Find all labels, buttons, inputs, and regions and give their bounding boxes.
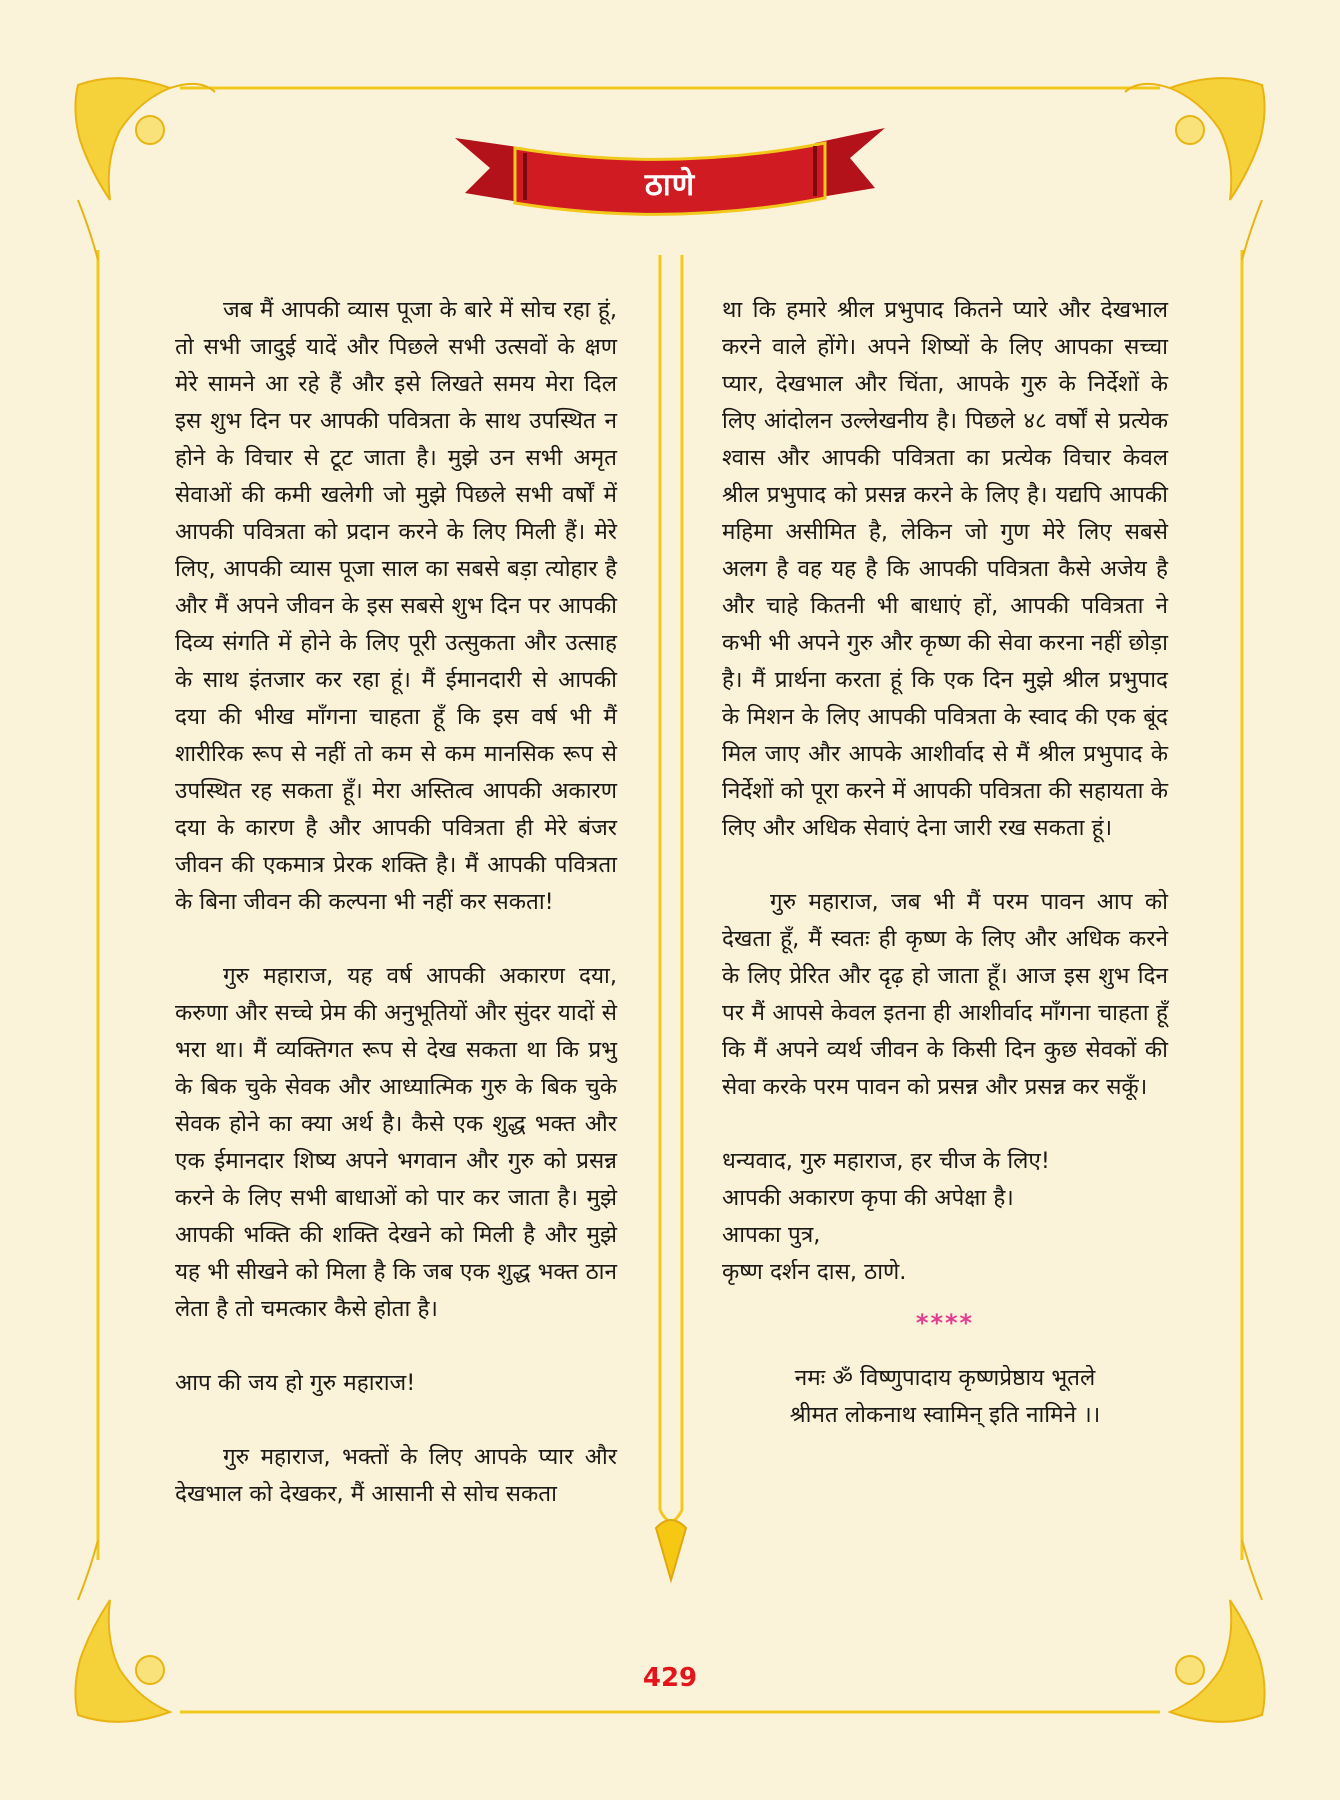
corner-ornament-bottom-left	[75, 1540, 170, 1722]
separator-stars: ****	[915, 1309, 975, 1337]
closing-line: आपकी अकारण कृपा की अपेक्षा है।	[722, 1185, 1014, 1211]
mantra-line: श्रीमत लोकनाथ स्वामिन् इति नामिने ।।	[789, 1402, 1101, 1428]
closing-line: आपका पुत्र,	[722, 1222, 821, 1248]
page-number: 429	[642, 1663, 698, 1693]
right-column	[722, 292, 1168, 1434]
paragraph: गुरु महाराज, जब भी मैं परम पावन आप को देखता हूँ, मैं स्वतः ही कृष्ण के लिए और अधिक करने के लिए प्रेरित और दृढ़ हो जाता हूँ। आज इस शुभ दिन पर मैं आपसे केवल इतना ही आशीर्वाद माँगना चाहता हूँ कि मैं अपने व्यर्थ जीवन के किसी दिन कुछ सेवकों की सेवा करके परम पावन को प्रसन्न और प्रसन्न कर सकूँ।	[722, 889, 1168, 1100]
paragraph: जब मैं आपकी व्यास पूजा के बारे में सोच रहा हूं, तो सभी जादुई यादें और पिछले सभी उत्सवों के क्षण मेरे सामने आ रहे हैं और इसे लिखते समय मेरा दिल इस शुभ दिन पर आपकी पवित्रता के साथ उपस्थित न होने के विचार से टूट जाता है। मुझे उन सभी अमृत सेवाओं की कमी खलेगी जो मुझे पिछले सभी वर्षों में आपकी पवित्रता को प्रदान करने के लिए मिली हैं। मेरे लिए, आपकी व्यास पूजा साल का सबसे बड़ा त्योहार है और मैं अपने जीवन के इस सबसे शुभ दिन पर आपकी दिव्य संगति में होने के लिए पूरी उत्सुकता और उत्साह के साथ इंतजार कर रहा हूं। मैं ईमानदारी से आपकी दया की भीख माँगना चाहता हूँ कि इस वर्ष भी मैं शारीरिक रूप से नहीं तो कम से कम मानसिक रूप से उपस्थित रह सकता हूँ। मेरा अस्तित्व आपकी अकारण दया के कारण है और आपकी पवित्रता ही मेरे बंजर जीवन की एकमात्र प्रेरक शक्ति है। मैं आपकी पवित्रता के बिना जीवन की कल्पना भी नहीं कर सकता!	[175, 297, 617, 915]
page-title: ठाणे	[644, 167, 696, 203]
closing-line: धन्यवाद, गुरु महाराज, हर चीज के लिए!	[722, 1148, 1050, 1174]
paragraph: गुरु महाराज, भक्तों के लिए आपके प्यार और देखभाल को देखकर, मैं आसानी से सोच सकता	[175, 1444, 617, 1507]
left-column	[175, 292, 617, 1513]
paragraph: था कि हमारे श्रील प्रभुपाद कितने प्यारे और देखभाल करने वाले होंगे। अपने शिष्यों के लिए आपका सच्चा प्यार, देखभाल और चिंता, आपके गुरु के निर्देशों के लिए आंदोलन उल्लेखनीय है। पिछले ४८ वर्षों से प्रत्येक श्वास और आपकी पवित्रता का प्रत्येक विचार केवल श्रील प्रभुपाद को प्रसन्न करने के लिए है। यद्यपि आपकी महिमा असीमित है, लेकिन जो गुण मेरे लिए सबसे अलग है वह यह है कि आपकी पवित्रता कैसे अजेय है और चाहे कितनी भी बाधाएं हों, आपकी पवित्रता ने कभी भी अपने गुरु और कृष्ण की सेवा करना नहीं छोड़ा है। मैं प्रार्थना करता हूं कि एक दिन मुझे श्रील प्रभुपाद के मिशन के लिए आपकी पवित्रता के स्वाद की एक बूंद मिल जाए और आपके आशीर्वाद से मैं श्रील प्रभुपाद के निर्देशों को पूरा करने में आपकी पवित्रता की सहायता के लिए और अधिक सेवाएं देना जारी रख सकता हूं।	[722, 297, 1168, 841]
corner-ornament-top-left	[75, 78, 215, 260]
signature: कृष्ण दर्शन दास, ठाणे.	[722, 1259, 907, 1285]
mantra	[722, 1360, 1168, 1434]
corner-ornament-bottom-right	[1170, 1540, 1265, 1722]
mantra-line: नमः ॐ विष्णुपादाय कृष्णप्रेष्ठाय भूतले	[794, 1365, 1096, 1391]
divider-tip	[656, 1520, 686, 1580]
column-divider	[660, 255, 682, 1522]
corner-ornament-top-right	[1125, 78, 1265, 260]
paragraph: आप की जय हो गुरु महाराज!	[175, 1370, 416, 1396]
paragraph: गुरु महाराज, यह वर्ष आपकी अकारण दया, करुणा और सच्चे प्रेम की अनुभूतियों और सुंदर यादों से भरा था। मैं व्यक्तिगत रूप से देख सकता था कि प्रभु के बिक चुके सेवक और आध्यात्मिक गुरु के बिक चुके सेवक होने का क्या अर्थ है। कैसे एक शुद्ध भक्त और एक ईमानदार शिष्य अपने भगवान और गुरु को प्रसन्न करने के लिए सभी बाधाओं को पार कर जाता है। मुझे आपकी भक्ति की शक्ति देखने को मिली है और मुझे यह भी सीखने को मिला है कि जब एक शुद्ध भक्त ठान लेता है तो चमत्कार कैसे होता है।	[175, 963, 617, 1322]
